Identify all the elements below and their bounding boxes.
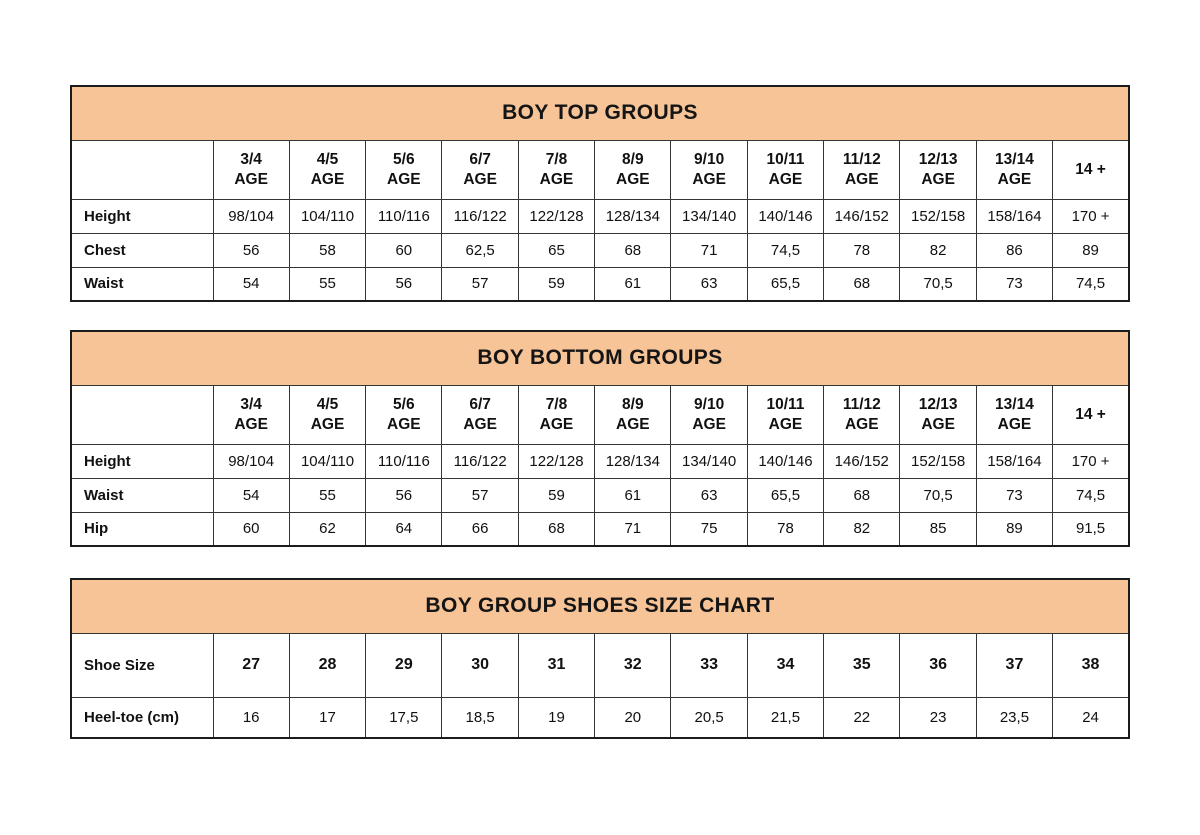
table-title: BOY TOP GROUPS — [71, 86, 1129, 140]
value-cell: 17,5 — [366, 697, 442, 738]
age-header-cell — [518, 140, 594, 199]
age-header-sub: AGE — [692, 170, 726, 188]
value-cell: 89 — [976, 512, 1052, 546]
value-cell: 63 — [671, 478, 747, 512]
age-header-top: 8/9 — [622, 150, 644, 168]
age-header-cell — [900, 140, 976, 199]
age-header-top: 4/5 — [316, 395, 339, 413]
age-header-sub: AGE — [616, 170, 650, 188]
value-cell: 56 — [366, 478, 442, 512]
value-cell: 65 — [518, 233, 594, 267]
value-cell: 146/152 — [824, 199, 900, 233]
value-cell: 122/128 — [518, 199, 594, 233]
value-cell: 24 — [1053, 697, 1129, 738]
value-cell: 110/116 — [366, 199, 442, 233]
value-cell: 78 — [824, 233, 900, 267]
age-header-cell — [442, 385, 518, 444]
value-cell: 16 — [213, 697, 289, 738]
value-cell: 146/152 — [824, 444, 900, 478]
age-header-sub: AGE — [921, 170, 955, 188]
age-header-top: 6/7 — [469, 150, 491, 168]
value-cell: 30 — [442, 633, 518, 697]
value-cell: 28 — [289, 633, 365, 697]
value-cell: 74,5 — [1053, 267, 1129, 301]
value-cell: 62,5 — [442, 233, 518, 267]
value-cell: 55 — [289, 267, 365, 301]
value-cell: 63 — [671, 267, 747, 301]
value-cell: 75 — [671, 512, 747, 546]
value-cell: 20,5 — [671, 697, 747, 738]
value-cell: 85 — [900, 512, 976, 546]
age-header-top: 4/5 — [316, 150, 339, 168]
row-label: Chest — [71, 233, 213, 267]
age-header-sub: AGE — [310, 170, 345, 188]
value-cell: 71 — [595, 512, 671, 546]
table-title: BOY GROUP SHOES SIZE CHART — [71, 579, 1129, 633]
value-cell: 22 — [824, 697, 900, 738]
age-header-cell — [976, 385, 1052, 444]
age-header-cell — [747, 385, 823, 444]
age-header-cell — [442, 140, 518, 199]
value-cell: 73 — [976, 478, 1052, 512]
age-header-top: 12/13 — [918, 150, 958, 168]
value-cell: 86 — [976, 233, 1052, 267]
value-cell: 56 — [366, 267, 442, 301]
age-header-cell — [976, 140, 1052, 199]
value-cell: 91,5 — [1053, 512, 1129, 546]
value-cell: 152/158 — [900, 199, 976, 233]
age-header-sub: AGE — [234, 415, 268, 433]
value-cell: 116/122 — [442, 199, 518, 233]
value-cell: 54 — [213, 478, 289, 512]
age-header-sub: AGE — [539, 415, 574, 433]
age-header-top: 5/6 — [393, 150, 415, 168]
table-title: BOY BOTTOM GROUPS — [71, 331, 1129, 385]
value-cell: 34 — [747, 633, 823, 697]
row-label: Shoe Size — [71, 633, 213, 697]
value-cell: 70,5 — [900, 478, 976, 512]
value-cell: 56 — [213, 233, 289, 267]
age-header-cell — [824, 385, 900, 444]
value-cell: 64 — [366, 512, 442, 546]
age-header-top: 7/8 — [545, 395, 568, 413]
value-cell: 128/134 — [595, 199, 671, 233]
age-header-sub: AGE — [692, 415, 726, 433]
row-label: Waist — [71, 267, 213, 301]
age-header-cell — [518, 385, 594, 444]
value-cell: 152/158 — [900, 444, 976, 478]
age-header-cell — [671, 140, 747, 199]
value-cell: 38 — [1053, 633, 1129, 697]
value-cell: 57 — [442, 478, 518, 512]
boy-bottom-groups-grid — [70, 330, 1130, 547]
row-label: Waist — [71, 478, 213, 512]
age-header-sub: AGE — [463, 170, 497, 188]
age-header-top: 5/6 — [393, 395, 415, 413]
value-cell: 37 — [976, 633, 1052, 697]
row-label: Heel-toe (cm) — [71, 697, 213, 738]
age-header-cell — [900, 385, 976, 444]
value-cell: 61 — [595, 267, 671, 301]
age-header-sub: AGE — [768, 170, 803, 188]
value-cell: 29 — [366, 633, 442, 697]
age-header-sub: AGE — [387, 170, 421, 188]
value-cell: 116/122 — [442, 444, 518, 478]
age-header-top: 9/10 — [694, 395, 725, 413]
age-header-sub: AGE — [921, 415, 955, 433]
value-cell: 55 — [289, 478, 365, 512]
age-header-sub: AGE — [463, 415, 497, 433]
age-header-top: 11/12 — [842, 150, 881, 168]
age-header-sub: AGE — [310, 415, 345, 433]
value-cell: 98/104 — [213, 199, 289, 233]
value-cell: 23 — [900, 697, 976, 738]
value-cell: 58 — [289, 233, 365, 267]
value-cell: 35 — [824, 633, 900, 697]
corner-cell — [71, 140, 213, 199]
value-cell: 65,5 — [747, 267, 823, 301]
value-cell: 36 — [900, 633, 976, 697]
value-cell: 17 — [289, 697, 365, 738]
boy-group-shoes-size-chart-grid — [70, 578, 1130, 739]
value-cell: 68 — [824, 478, 900, 512]
age-header-sub: AGE — [844, 170, 879, 188]
age-header-top: 14 + — [1075, 405, 1106, 423]
age-header-cell — [289, 140, 365, 199]
value-cell: 74,5 — [1053, 478, 1129, 512]
value-cell: 68 — [518, 512, 594, 546]
value-cell: 59 — [518, 267, 594, 301]
table-boy-bottom-groups — [70, 330, 1130, 547]
value-cell: 140/146 — [747, 199, 823, 233]
age-header-cell — [671, 385, 747, 444]
value-cell: 20 — [595, 697, 671, 738]
value-cell: 110/116 — [366, 444, 442, 478]
value-cell: 73 — [976, 267, 1052, 301]
value-cell: 27 — [213, 633, 289, 697]
age-header-cell — [289, 385, 365, 444]
age-header-cell — [366, 140, 442, 199]
age-header-top: 10/11 — [766, 395, 805, 413]
age-header-cell — [824, 140, 900, 199]
age-header-top: 9/10 — [694, 150, 725, 168]
row-label: Height — [71, 199, 213, 233]
value-cell: 122/128 — [518, 444, 594, 478]
age-header-top: 8/9 — [622, 395, 644, 413]
value-cell: 78 — [747, 512, 823, 546]
value-cell: 104/110 — [289, 199, 365, 233]
value-cell: 82 — [900, 233, 976, 267]
table-boy-group-shoes-size-chart — [70, 578, 1130, 739]
table-boy-top-groups — [70, 85, 1130, 302]
value-cell: 98/104 — [213, 444, 289, 478]
value-cell: 32 — [595, 633, 671, 697]
age-header-sub: AGE — [997, 170, 1032, 188]
value-cell: 60 — [213, 512, 289, 546]
value-cell: 89 — [1053, 233, 1129, 267]
value-cell: 23,5 — [976, 697, 1052, 738]
age-header-top: 7/8 — [545, 150, 568, 168]
value-cell: 74,5 — [747, 233, 823, 267]
age-header-top: 13/14 — [995, 150, 1034, 168]
age-header-cell — [1053, 140, 1129, 199]
value-cell: 19 — [518, 697, 594, 738]
value-cell: 170 + — [1053, 199, 1129, 233]
value-cell: 61 — [595, 478, 671, 512]
age-header-sub: AGE — [234, 170, 268, 188]
value-cell: 62 — [289, 512, 365, 546]
age-header-cell — [213, 385, 289, 444]
value-cell: 134/140 — [671, 199, 747, 233]
age-header-top: 3/4 — [240, 150, 262, 168]
age-header-cell — [595, 140, 671, 199]
age-header-sub: AGE — [539, 170, 574, 188]
age-header-cell — [747, 140, 823, 199]
value-cell: 68 — [595, 233, 671, 267]
corner-cell — [71, 385, 213, 444]
value-cell: 21,5 — [747, 697, 823, 738]
age-header-sub: AGE — [768, 415, 803, 433]
value-cell: 140/146 — [747, 444, 823, 478]
age-header-cell — [1053, 385, 1129, 444]
row-label: Height — [71, 444, 213, 478]
age-header-top: 10/11 — [766, 150, 805, 168]
value-cell: 59 — [518, 478, 594, 512]
age-header-sub: AGE — [616, 415, 650, 433]
value-cell: 66 — [442, 512, 518, 546]
value-cell: 71 — [671, 233, 747, 267]
value-cell: 170 + — [1053, 444, 1129, 478]
age-header-top: 11/12 — [842, 395, 881, 413]
age-header-top: 13/14 — [995, 395, 1034, 413]
age-header-sub: AGE — [387, 415, 421, 433]
age-header-sub: AGE — [844, 415, 879, 433]
age-header-top: 6/7 — [469, 395, 491, 413]
row-label: Hip — [71, 512, 213, 546]
value-cell: 33 — [671, 633, 747, 697]
value-cell: 60 — [366, 233, 442, 267]
value-cell: 128/134 — [595, 444, 671, 478]
value-cell: 158/164 — [976, 444, 1052, 478]
boy-top-groups-grid — [70, 85, 1130, 302]
value-cell: 31 — [518, 633, 594, 697]
value-cell: 18,5 — [442, 697, 518, 738]
age-header-cell — [595, 385, 671, 444]
age-header-cell — [213, 140, 289, 199]
value-cell: 158/164 — [976, 199, 1052, 233]
value-cell: 82 — [824, 512, 900, 546]
value-cell: 68 — [824, 267, 900, 301]
value-cell: 54 — [213, 267, 289, 301]
value-cell: 104/110 — [289, 444, 365, 478]
value-cell: 65,5 — [747, 478, 823, 512]
value-cell: 57 — [442, 267, 518, 301]
age-header-top: 14 + — [1075, 160, 1106, 178]
value-cell: 134/140 — [671, 444, 747, 478]
age-header-cell — [366, 385, 442, 444]
age-header-top: 3/4 — [240, 395, 262, 413]
age-header-sub: AGE — [997, 415, 1032, 433]
age-header-top: 12/13 — [918, 395, 958, 413]
value-cell: 70,5 — [900, 267, 976, 301]
